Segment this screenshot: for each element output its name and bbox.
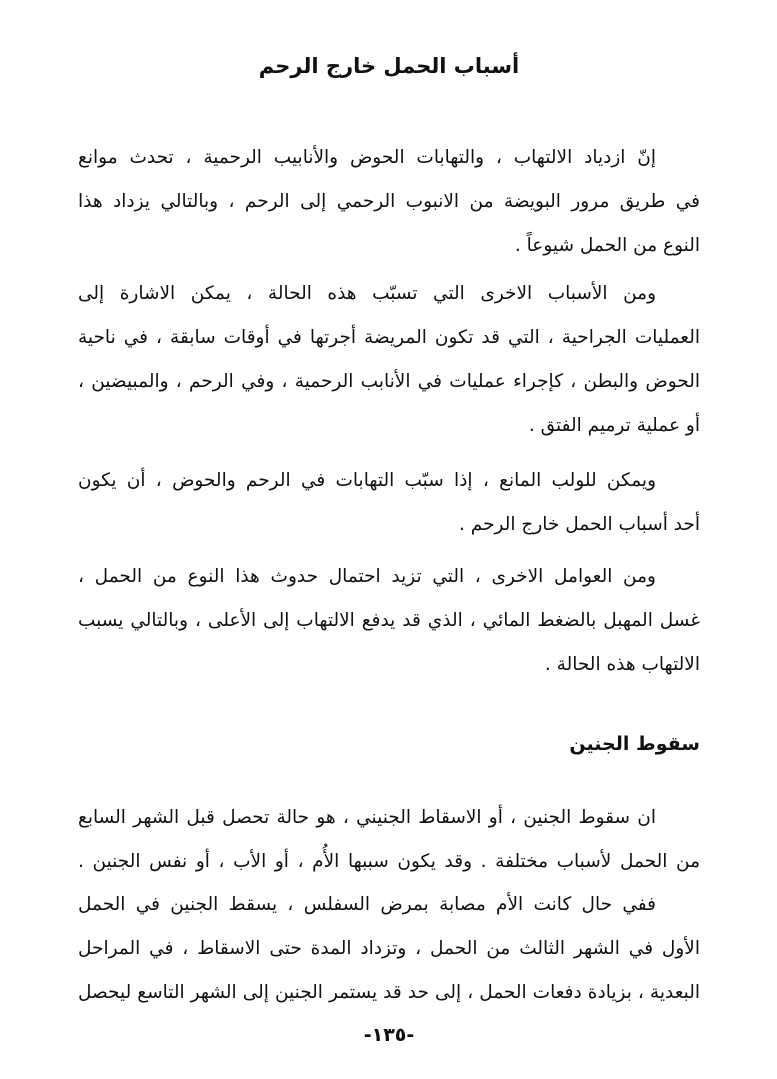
text-line: أو عملية ترميم الفتق . xyxy=(528,415,700,436)
text-line: في طريق مرور البويضة من الانبوب الرحمي إلى الرحم ، وبالتالي يزداد هذا xyxy=(78,191,700,212)
paragraph xyxy=(78,883,700,1015)
page-title: أسباب الحمل خارج الرحم xyxy=(258,54,520,78)
text-line: ويمكن للولب المانع ، إذا سبّب التهابات في الرحم والحوض ، أن يكون xyxy=(78,470,656,491)
text-line: ومن الأسباب الاخرى التي تسبّب هذه الحالة ، يمكن الاشارة إلى xyxy=(78,283,656,304)
text-line: غسل المهبل بالضغط المائي ، الذي قد يدفع الالتهاب إلى الأعلى ، وبالتالي يسبب xyxy=(78,610,700,631)
text-line: إنّ ازدياد الالتهاب ، والتهابات الحوض والأنابيب الرحمية ، تحدث موانع xyxy=(78,147,656,168)
text-line: العمليات الجراحية ، التي قد تكون المريضة أجرتها في أوقات سابقة ، في ناحية xyxy=(78,327,700,348)
text-line: النوع من الحمل شيوعاً . xyxy=(514,235,700,256)
text-line: أحد أسباب الحمل خارج الرحم . xyxy=(459,514,700,535)
page-number: -١٣٥- xyxy=(363,1024,415,1046)
text-line: من الحمل لأسباب مختلفة . وقد يكون سببها الأُم ، أو الأب ، أو نفس الجنين . xyxy=(78,851,700,872)
paragraph xyxy=(78,272,700,448)
text-line: ففي حال كانت الأم مصابة بمرض السفلس ، يسقط الجنين في الحمل xyxy=(78,894,656,915)
section-heading: سقوط الجنين xyxy=(569,733,700,755)
text-line: ان سقوط الجنين ، أو الاسقاط الجنيني ، هو حالة تحصل قبل الشهر السابع xyxy=(78,807,656,828)
text-line: الأول في الشهر الثالث من الحمل ، وتزداد المدة حتى الاسقاط ، في المراحل xyxy=(78,938,700,959)
paragraph xyxy=(78,555,700,687)
paragraph xyxy=(78,796,700,884)
text-line: ومن العوامل الاخرى ، التي تزيد احتمال حدوث هذا النوع من الحمل ، xyxy=(78,566,656,587)
text-line: الحوض والبطن ، كإجراء عمليات في الأنابب الرحمية ، وفي الرحم ، والمبيضين ، xyxy=(78,371,700,392)
paragraph xyxy=(78,459,700,547)
paragraph xyxy=(78,136,700,268)
text-line: الالتهاب هذه الحالة . xyxy=(544,654,700,675)
text-line: البعدية ، بزيادة دفعات الحمل ، إلى حد قد يستمر الجنين إلى الشهر التاسع ليحصل xyxy=(78,982,700,1003)
